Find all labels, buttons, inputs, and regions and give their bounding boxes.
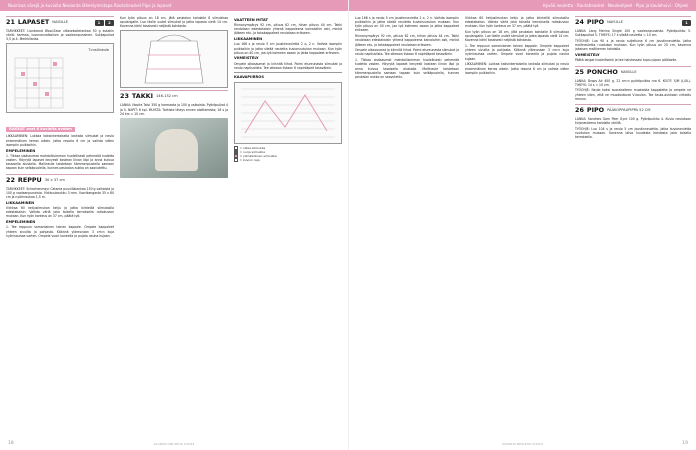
finishing-text: Päätä langat huolellisesti ja tee halutessasi tupsu pipon päälaelle. bbox=[575, 58, 678, 63]
materials-text: TARVIKKEET: Schachenmayr Catania puuvillalankaa 150 g valkoista ja 100 g vaaleanpunaista. Virkkuukoukku 3 mm. Vuorikangasta 35 x 80 cm ja nyörinauhaa 1,5 m. bbox=[6, 186, 114, 199]
subheading: EMPELEMINEN bbox=[6, 148, 36, 153]
section-number: 24 bbox=[575, 18, 584, 26]
legend-item: = ylimääräinen silmukka bbox=[234, 154, 342, 158]
instructions-text: Rinnanympärys 92 cm, pituus 62 cm, hihan pituus 44 cm. Takki neulotaan edestakaisin yhtenä kappaleena kainaloihin asti, minkä jälkeen etu- ja takakappaleet neulotaan erikseen. bbox=[355, 34, 459, 47]
section-26-title bbox=[575, 104, 691, 115]
instructions-text: TYÖOHJE: Luo 104 s ja neulo 5 cm joustinneuletta. Jatka kuvioneuletta ruudukon mukaan. Kavenna latva kuudesta kohdasta joka toisella kerroksella. bbox=[575, 126, 691, 140]
page-number: 19 bbox=[682, 441, 688, 446]
finishing-text: Ompele olkasaumat ja kiinnitä hihat. Poimi etureunasta silmukat ja neulo napituslista. Tee oikeaan listaan 6 napinläpeä tasavälein. bbox=[355, 48, 459, 57]
difficulty-badges bbox=[682, 20, 691, 26]
right-page-header: Hyvää neuletta · Rautatieaskel · Neuleohjeet · Pipo ja kaulahuivi · Ohjeet bbox=[349, 0, 696, 11]
section-title: TAKKI bbox=[131, 92, 153, 101]
legend-item: = oikea silmukka bbox=[234, 146, 342, 150]
section-title: PIPO bbox=[586, 18, 605, 26]
section-number: 21 bbox=[6, 18, 15, 26]
pattern-chart bbox=[234, 82, 342, 144]
left-page-header: Nuorisoa värejä ja kuvioita Neulonta lähestymistapa Rautatieaskel Pipo ja lapaset bbox=[0, 0, 348, 11]
badge: 1 bbox=[95, 20, 104, 26]
mitten-diagram bbox=[6, 43, 114, 113]
left-column-1 bbox=[6, 16, 114, 436]
diagram-label: T-mallineule bbox=[88, 48, 109, 53]
legend-title: KAAVAPIIRROS bbox=[234, 75, 264, 80]
section-number: 25 bbox=[575, 67, 584, 76]
legend-item: = nurja silmukka bbox=[234, 150, 342, 154]
right-column-1 bbox=[355, 16, 459, 436]
difficulty-badges bbox=[95, 20, 115, 26]
cast-on-text: LIKKAAMINEN: Lukkaa kaksinkertaisella lankalla silmukat ja neulo ensimmäinen kerros oikein. Jatka resoria 6 cm ja vaihda sitten isompiin puikkoihin. bbox=[465, 62, 569, 75]
instructions-text: Kun työn pituus on 18 cm, jätä peukalon kohdalle 8 silmukkaa apulangalle. Luo tilalle uudet silmukat ja jatka lapasta vielä 14 cm. Kavenna kärki tasaisesti neljästä kohdasta. bbox=[465, 30, 569, 43]
measurements-text: Rinnanympärys 92 cm, pituus 62 cm, hihan pituus 44 cm. Takki neulotaan edestakaisin yhtenä kappaleena kainaloihin asti, minkä jälkeen etu- ja takakappaleet neulotaan erikseen. bbox=[234, 22, 342, 36]
right-column-2 bbox=[465, 16, 569, 436]
badge: 1 bbox=[682, 20, 691, 26]
subheading: LIKKAAMINEN bbox=[234, 36, 263, 41]
section-suffix: NAISILLE bbox=[607, 20, 623, 24]
section-23-title bbox=[120, 90, 228, 101]
finishing-text: 1. Tikkaa sisäsaumat mahdollisimman huolellisesti pehmeää kudetta vasten. Höyrytä lapaset kevyesti kostean liinan läpi ja anna kuivua tasaisella alustalla. Mallineule toistetaan kämmenpuolella samaan tapaan kuin selkäpuolella, kunnes peukalon aukko on saavutettu. bbox=[6, 153, 114, 171]
instructions-text: TYÖOHJE: Neulo kaksi suorakaiteen muotoista kappaletta ja ompele ne yhteen siten, että ne muodostavat V-kaulan. Tee kaula-aukkoon virkattu reunus. bbox=[575, 88, 691, 101]
page-number: 18 bbox=[8, 441, 14, 446]
page-footer: KAUNIITA NEULEITA 5/2024 bbox=[502, 442, 543, 446]
chart-legend bbox=[234, 72, 342, 162]
instructions-text: Virkkaa 60 ketjusilmukan ketju ja jatka kiinteillä silmukoilla edestakaisin. Vaihda väriä joka toisella kerroksella raitakuvion mukaan. Kun työn korkeus on 37 cm, päätä työ. bbox=[6, 206, 114, 219]
subheading: EMPELEMINEN bbox=[6, 220, 36, 225]
section-size: 146-152 cm bbox=[156, 94, 178, 99]
section-21-title bbox=[6, 16, 114, 27]
section-24-title bbox=[575, 16, 691, 27]
section-number: 22 bbox=[6, 175, 15, 184]
page-footer: KAUNIITA NEULEITA 5/2024 bbox=[153, 442, 195, 446]
section-suffix: NAISILLE bbox=[620, 69, 637, 74]
section-size: 30 x 37 cm bbox=[44, 177, 65, 182]
section-title: REPPU bbox=[17, 175, 42, 184]
legend-item: = kuvion raja bbox=[234, 158, 342, 162]
finishing-text: 1. Tikkaa sisäsaumat mahdollisimman huolellisesti pehmeää kudetta vasten. Höyrytä lapaset kevyesti kostean liinan läpi ja anna kuivua tasaisella alustalla. Mallineule toistetaan kämmenpuolella samaan tapaan kuin selkäpuolella, kunnes peukalon aukko on saavutettu. bbox=[355, 58, 459, 79]
section-25-title bbox=[575, 66, 691, 77]
sweater-photo bbox=[120, 118, 228, 178]
mitten-chart-icon bbox=[7, 44, 113, 114]
section-title: PIPO bbox=[586, 105, 605, 114]
section-suffix: NAISILLE bbox=[52, 20, 69, 24]
model-figure bbox=[155, 129, 198, 171]
subheading: VAATTEEN MITAT bbox=[234, 17, 269, 22]
section-tag: RAKKAT ovat 6 kuvioita avaten bbox=[6, 127, 75, 132]
right-column-3 bbox=[575, 16, 691, 436]
cast-on-text: LIKKAAMINEN: Lukkaa kaksinkertaisella lankalla silmukat ja neulo ensimmäinen kerros oikein. Jatka resoria 6 cm ja vaihda sitten isompiin puikkoihin. bbox=[6, 134, 114, 147]
materials-text: LANKA: Novita Talvi 350 g harmaata ja 100 g valkoista. Pyöröpuikot 4 ja 5. NAPIT: 6 kpl. MUISTA: Tarkista tiheys ennen aloittamista; 18 s ja 24 krs = 10 cm. bbox=[120, 103, 228, 116]
instructions-text: Kun työn pituus on 18 cm, jätä peukalon kohdalle 8 silmukkaa apulangalle. Luo tilalle uudet silmukat ja jatka lapasta vielä 14 cm. Kavenna kärki tasaisesti neljästä kohdasta. bbox=[120, 16, 228, 29]
materials-text: TARVIKKEET: Lionbrand Wool-Ease villasekoitelankaa 50 g kutakin väriä: harmaa, luonnonvalkoinen ja vaaleanpunainen. Sukkapuikot 3,5 ja 4. Merkkilanka. bbox=[6, 29, 114, 42]
subheading: LIKKAAMINEN bbox=[6, 200, 35, 205]
finishing-text: Ompele olkasaumat ja kiinnitä hihat. Poimi etureunasta silmukat ja neulo napituslista. Tee oikeaan listaan 6 napinläpeä tasavälein. bbox=[234, 61, 342, 70]
left-column-2 bbox=[120, 16, 228, 436]
section-number: 26 bbox=[575, 105, 584, 114]
right-page bbox=[348, 0, 696, 450]
section-suffix: PÄÄKOPPAUPIPPA 52 CM bbox=[607, 107, 651, 112]
badge: 2 bbox=[105, 20, 114, 26]
section-22-title bbox=[6, 174, 114, 185]
finishing-text: 1. Tee reppuun samanlainen toinen kappale. Ompele kappaleet yhteen sivuilta ja pohjasta. Käännä yläreunaan 3 cm:n kuja nyörinauhaa varten. Ompele vuori koneella ja pujota nauha kujaan. bbox=[6, 225, 114, 238]
instructions-text: Virkkaa 60 ketjusilmukan ketju ja jatka kiinteillä silmukoilla edestakaisin. Vaihda väriä joka toisella kerroksella raitakuvion mukaan. Kun työn korkeus on 37 cm, päätä työ. bbox=[465, 16, 569, 29]
section-title: LAPASET bbox=[17, 18, 50, 26]
instructions-text: Luo 166 s ja neulo 5 cm joustinneuletta 2 o, 2 n. Vaihda isompiin puikkoihin ja jatka sileää neuletta kuvioruudukon mukaan. Kun työn pituus on 40 cm, jaa työ kolmeen osaan ja jatka kappaleet erikseen. bbox=[355, 16, 459, 33]
section-number: 23 bbox=[120, 92, 129, 101]
materials-text: LANKA: Lang Merino Single 100 g vaaleanpunaista. Pyöröpuikko 5. Sukkapuikot 5. TIHEYS: 17 s sileää neuletta = 10 cm. bbox=[575, 29, 691, 38]
materials-text: LANKA: Drops Air 450 g, 22 cm:n pyöröpuikko nro 6. KOOT: S/M (L/XL). TIHEYS: 14 s = 10 cm. bbox=[575, 78, 691, 87]
bag-diagram bbox=[120, 30, 228, 88]
subheading: VIIMEISTELY bbox=[575, 52, 600, 57]
finishing-text: 1. Tee reppuun samanlainen toinen kappale. Ompele kappaleet yhteen sivuilta ja pohjasta. Käännä yläreunaan 3 cm:n kuja nyörinauhaa varten. Ompele vuori koneella ja pujota nauha kujaan. bbox=[465, 44, 569, 61]
section-title: PONCHO bbox=[586, 67, 618, 76]
subheading: VIIMEISTELY bbox=[234, 56, 259, 61]
pattern-grid-icon bbox=[235, 83, 341, 145]
materials-text: LANKA: Sandnes Garn Peer Gynt 100 g. Pyöröpuikko 4. Kuvio neulotaan kirjoneuleena kahdella värillä. bbox=[575, 116, 691, 126]
left-column-3 bbox=[234, 16, 342, 436]
instructions-text: Luo 166 s ja neulo 5 cm joustinneuletta 2 o, 2 n. Vaihda isompiin puikkoihin ja jatka sileää neuletta kuvioruudukon mukaan. Kun työn pituus on 40 cm, jaa työ kolmeen osaan ja jatka kappaleet erikseen. bbox=[234, 42, 342, 55]
instructions-text: TYÖOHJE: Luo 90 s ja neulo suljettuna 6 cm joustinneuletta. Jatka mallineuletta ruudukon mukaan. Kun työn pituus on 20 cm, kavenna jokaisen mallikerran kohdalla. bbox=[575, 38, 691, 52]
bag-shape-icon bbox=[121, 31, 227, 89]
